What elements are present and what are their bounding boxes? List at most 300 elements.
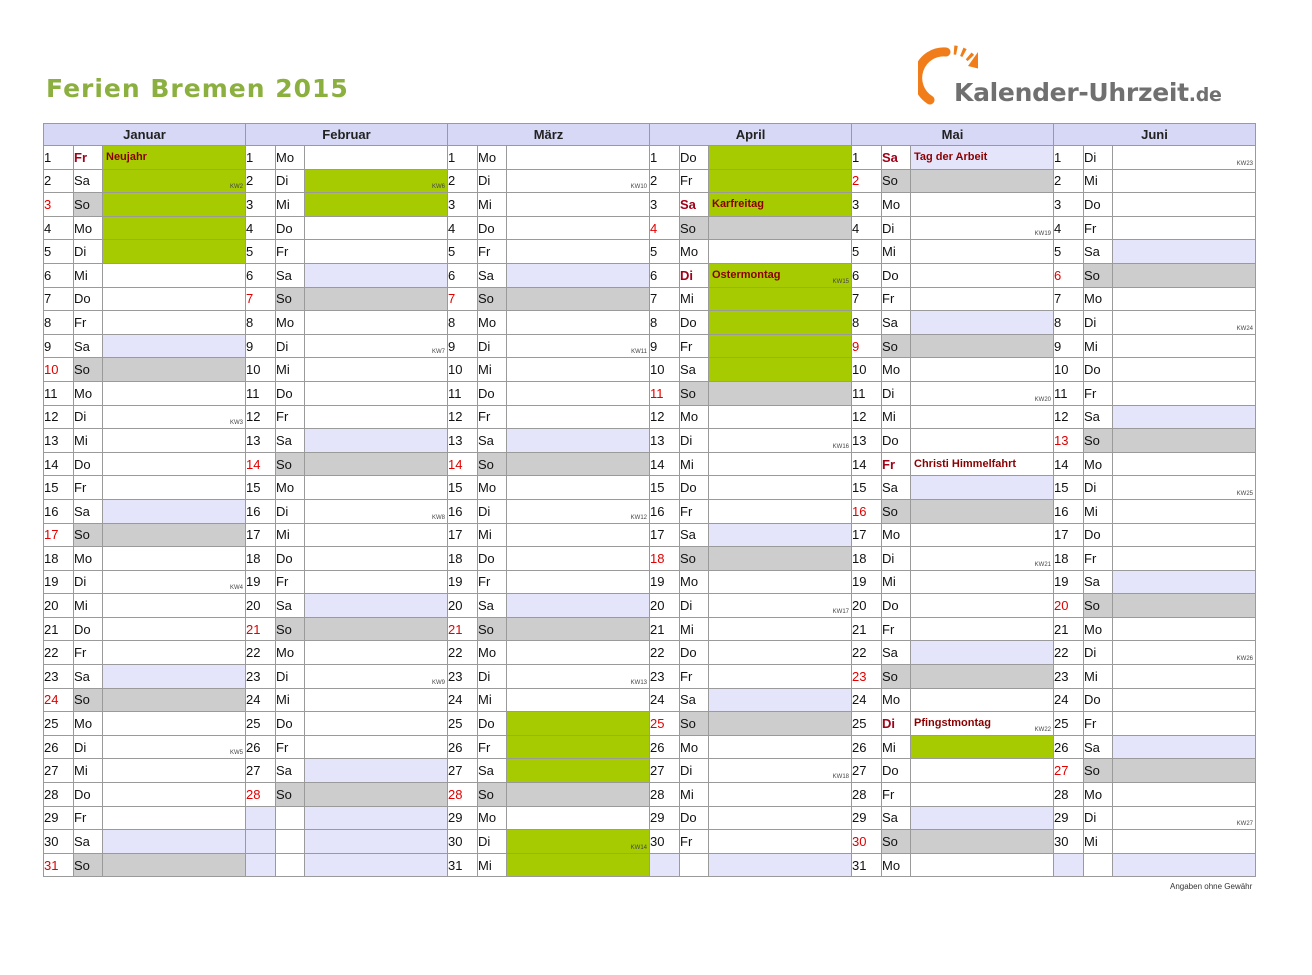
day-number: 19 <box>448 570 478 594</box>
day-number: 5 <box>852 240 882 264</box>
day-row <box>44 405 1256 429</box>
day-entry <box>709 523 852 547</box>
weekday: So <box>680 381 709 405</box>
weekday: Di <box>882 712 911 736</box>
weekday: Do <box>276 547 305 571</box>
day-number: 3 <box>448 193 478 217</box>
day-entry <box>709 169 852 193</box>
day-entry <box>305 146 448 170</box>
weekday: Mi <box>882 735 911 759</box>
day-entry <box>305 570 448 594</box>
day-entry <box>911 358 1054 382</box>
weekday: Di <box>276 499 305 523</box>
day-number: 20 <box>852 594 882 618</box>
day-number: 10 <box>246 358 276 382</box>
day-entry <box>103 216 246 240</box>
weekday: So <box>74 523 103 547</box>
day-number: 16 <box>44 499 74 523</box>
day-entry <box>305 429 448 453</box>
day-number: 1 <box>650 146 680 170</box>
day-entry <box>305 263 448 287</box>
weekday: Fr <box>1084 381 1113 405</box>
day-number: 26 <box>650 735 680 759</box>
day-number: 12 <box>246 405 276 429</box>
month-header: April <box>650 124 852 146</box>
day-row <box>44 783 1256 807</box>
day-number: 14 <box>246 452 276 476</box>
day-entry <box>911 759 1054 783</box>
day-row <box>44 617 1256 641</box>
day-number: 2 <box>650 169 680 193</box>
day-entry <box>507 688 650 712</box>
weekday: Sa <box>1084 405 1113 429</box>
day-entry <box>1113 381 1256 405</box>
weekday: Sa <box>680 688 709 712</box>
day-row <box>44 311 1256 335</box>
day-number: 9 <box>448 334 478 358</box>
weekday: Do <box>74 617 103 641</box>
day-number: 11 <box>650 381 680 405</box>
weekday: Mo <box>680 735 709 759</box>
weekday: Mi <box>882 405 911 429</box>
day-entry <box>507 452 650 476</box>
day-entry <box>1113 570 1256 594</box>
weekday: Mo <box>74 547 103 571</box>
day-number: 10 <box>448 358 478 382</box>
day-number: 22 <box>246 641 276 665</box>
day-entry <box>911 783 1054 807</box>
calendar-week-label: KW8 <box>431 514 445 521</box>
weekday: Sa <box>276 263 305 287</box>
weekday: Di <box>882 216 911 240</box>
weekday: So <box>478 452 507 476</box>
day-number: 5 <box>650 240 680 264</box>
day-row <box>44 759 1256 783</box>
day-entry <box>103 452 246 476</box>
weekday: Mi <box>680 287 709 311</box>
day-number: 14 <box>448 452 478 476</box>
day-entry <box>709 735 852 759</box>
day-number: 4 <box>448 216 478 240</box>
calendar-week-label: KW11 <box>631 349 647 356</box>
day-number: 7 <box>246 287 276 311</box>
day-row <box>44 499 1256 523</box>
day-number: 30 <box>1054 830 1084 854</box>
weekday: Do <box>882 263 911 287</box>
day-entry <box>305 641 448 665</box>
day-entry <box>709 146 852 170</box>
weekday: Do <box>680 476 709 500</box>
weekday: Do <box>882 594 911 618</box>
weekday: Fr <box>478 570 507 594</box>
weekday: So <box>882 334 911 358</box>
day-entry <box>507 240 650 264</box>
weekday: Fr <box>882 617 911 641</box>
day-number: 2 <box>246 169 276 193</box>
holiday-name: Tag der Arbeit <box>914 151 988 163</box>
weekday: Fr <box>882 287 911 311</box>
day-row <box>44 240 1256 264</box>
weekday: Mo <box>276 641 305 665</box>
day-number: 8 <box>44 311 74 335</box>
weekday: So <box>276 783 305 807</box>
weekday: Do <box>276 216 305 240</box>
weekday: Do <box>478 216 507 240</box>
weekday: Fr <box>680 665 709 689</box>
weekday: Mo <box>74 216 103 240</box>
day-number: 26 <box>246 735 276 759</box>
weekday: Mi <box>1084 499 1113 523</box>
weekday: Mi <box>478 688 507 712</box>
day-row <box>44 523 1256 547</box>
weekday: Do <box>478 547 507 571</box>
day-number: 11 <box>1054 381 1084 405</box>
day-entry <box>1113 358 1256 382</box>
weekday: Sa <box>74 499 103 523</box>
day-row <box>44 381 1256 405</box>
weekday: Mi <box>276 688 305 712</box>
day-number: 25 <box>44 712 74 736</box>
weekday: So <box>276 617 305 641</box>
day-number: 4 <box>44 216 74 240</box>
day-entry <box>1113 334 1256 358</box>
day-number: 27 <box>1054 759 1084 783</box>
holiday-name: Neujahr <box>106 151 147 163</box>
weekday: Sa <box>882 476 911 500</box>
weekday: Di <box>1084 641 1113 665</box>
day-number: 4 <box>246 216 276 240</box>
holiday-name: Karfreitag <box>712 198 764 211</box>
weekday: So <box>74 358 103 382</box>
day-number: 23 <box>852 665 882 689</box>
weekday: Mo <box>74 381 103 405</box>
day-entry <box>709 263 852 287</box>
day-entry <box>1113 452 1256 476</box>
month-header: Januar <box>44 124 246 146</box>
weekday: Mi <box>882 570 911 594</box>
weekday: Fr <box>74 806 103 830</box>
day-entry <box>709 405 852 429</box>
weekday: Mo <box>680 240 709 264</box>
day-entry <box>709 476 852 500</box>
weekday: Do <box>74 452 103 476</box>
weekday: Do <box>680 806 709 830</box>
day-number: 18 <box>1054 547 1084 571</box>
day-number: 12 <box>1054 405 1084 429</box>
weekday: Mi <box>276 358 305 382</box>
day-entry <box>1113 405 1256 429</box>
day-number: 15 <box>246 476 276 500</box>
weekday: Mo <box>276 311 305 335</box>
day-entry <box>103 594 246 618</box>
day-number: 26 <box>852 735 882 759</box>
day-number: 8 <box>852 311 882 335</box>
weekday: So <box>74 688 103 712</box>
day-entry <box>709 193 852 217</box>
calendar-week-label: KW4 <box>229 585 243 592</box>
day-number: 6 <box>852 263 882 287</box>
day-row <box>44 641 1256 665</box>
day-entry <box>911 523 1054 547</box>
holiday-name: Pfingstmontag <box>914 717 991 730</box>
holiday-name: Ostermontag <box>712 268 781 281</box>
day-entry <box>507 830 650 854</box>
weekday: Mo <box>74 712 103 736</box>
weekday: Do <box>74 287 103 311</box>
day-entry <box>709 712 852 736</box>
calendar-week-label: KW3 <box>229 420 243 427</box>
day-number: 31 <box>852 853 882 877</box>
day-entry <box>1113 311 1256 335</box>
calendar-week-label: KW7 <box>431 349 445 356</box>
day-entry <box>305 806 448 830</box>
day-entry <box>709 570 852 594</box>
weekday: Mi <box>1084 665 1113 689</box>
weekday: Sa <box>276 594 305 618</box>
day-entry <box>1113 169 1256 193</box>
day-number: 25 <box>650 712 680 736</box>
weekday: So <box>74 193 103 217</box>
day-number: 3 <box>650 193 680 217</box>
day-row <box>44 358 1256 382</box>
day-number: 3 <box>1054 193 1084 217</box>
page-title: Ferien Bremen 2015 <box>46 74 349 103</box>
weekday: Di <box>478 830 507 854</box>
weekday: Mo <box>276 476 305 500</box>
day-entry <box>103 712 246 736</box>
day-number: 4 <box>852 216 882 240</box>
day-entry <box>103 263 246 287</box>
day-number: 24 <box>246 688 276 712</box>
day-entry <box>103 806 246 830</box>
day-entry <box>709 311 852 335</box>
day-entry <box>305 358 448 382</box>
day-number: 13 <box>448 429 478 453</box>
weekday: Di <box>276 169 305 193</box>
weekday: Mi <box>74 759 103 783</box>
day-number: 26 <box>448 735 478 759</box>
day-entry <box>911 853 1054 877</box>
weekday: Sa <box>680 358 709 382</box>
day-entry <box>305 193 448 217</box>
day-number: 1 <box>44 146 74 170</box>
weekday: So <box>478 287 507 311</box>
day-entry <box>709 358 852 382</box>
day-row <box>44 594 1256 618</box>
weekday: Sa <box>882 146 911 170</box>
day-entry <box>305 334 448 358</box>
weekday: Mi <box>276 193 305 217</box>
day-number: 19 <box>852 570 882 594</box>
day-entry <box>709 381 852 405</box>
day-number: 20 <box>448 594 478 618</box>
day-entry <box>1113 263 1256 287</box>
weekday: Mo <box>478 476 507 500</box>
weekday: Mi <box>276 523 305 547</box>
day-entry <box>1113 665 1256 689</box>
day-entry <box>911 146 1054 170</box>
logo-text: Kalender-Uhrzeit.de <box>954 78 1222 107</box>
day-row <box>44 452 1256 476</box>
day-number: 19 <box>246 570 276 594</box>
weekday: Di <box>680 263 709 287</box>
day-entry <box>507 405 650 429</box>
day-number: 16 <box>852 499 882 523</box>
day-number: 16 <box>1054 499 1084 523</box>
day-row <box>44 688 1256 712</box>
day-number <box>246 830 276 854</box>
day-number: 13 <box>852 429 882 453</box>
day-entry <box>507 193 650 217</box>
day-number: 30 <box>650 830 680 854</box>
day-number: 17 <box>448 523 478 547</box>
weekday: So <box>276 452 305 476</box>
day-number: 29 <box>650 806 680 830</box>
day-number: 8 <box>448 311 478 335</box>
weekday: Di <box>478 334 507 358</box>
weekday: Do <box>478 381 507 405</box>
day-entry <box>1113 523 1256 547</box>
weekday: Mi <box>74 263 103 287</box>
calendar-week-label: KW17 <box>832 608 849 615</box>
day-number: 10 <box>650 358 680 382</box>
day-number: 11 <box>852 381 882 405</box>
day-number: 18 <box>448 547 478 571</box>
month-header-row <box>44 124 1256 146</box>
weekday: Fr <box>1084 547 1113 571</box>
day-entry <box>507 806 650 830</box>
calendar-week-label: KW16 <box>832 443 849 450</box>
day-number: 13 <box>650 429 680 453</box>
day-entry <box>103 688 246 712</box>
day-number: 11 <box>448 381 478 405</box>
day-entry <box>507 358 650 382</box>
calendar-table <box>43 123 1256 877</box>
day-entry <box>103 830 246 854</box>
day-number: 7 <box>650 287 680 311</box>
logo[interactable] <box>918 40 1248 120</box>
day-number: 10 <box>44 358 74 382</box>
weekday: Mi <box>680 783 709 807</box>
day-entry <box>305 216 448 240</box>
weekday <box>276 853 305 877</box>
day-entry <box>911 193 1054 217</box>
day-number: 23 <box>448 665 478 689</box>
weekday: Mo <box>478 806 507 830</box>
day-entry <box>1113 853 1256 877</box>
day-number: 24 <box>44 688 74 712</box>
day-entry <box>709 594 852 618</box>
day-number: 28 <box>246 783 276 807</box>
day-entry <box>709 547 852 571</box>
day-number: 25 <box>1054 712 1084 736</box>
weekday: Do <box>478 712 507 736</box>
day-entry <box>1113 287 1256 311</box>
day-entry <box>305 240 448 264</box>
day-entry <box>1113 193 1256 217</box>
weekday: So <box>882 830 911 854</box>
day-number: 6 <box>1054 263 1084 287</box>
weekday: So <box>680 712 709 736</box>
day-entry <box>507 547 650 571</box>
day-number: 8 <box>1054 311 1084 335</box>
calendar-week-label: KW27 <box>1236 821 1253 828</box>
weekday: So <box>1084 263 1113 287</box>
calendar-week-label: KW24 <box>1236 325 1253 332</box>
day-number: 14 <box>44 452 74 476</box>
day-number: 29 <box>448 806 478 830</box>
weekday: Di <box>74 240 103 264</box>
day-number <box>246 853 276 877</box>
day-entry <box>507 594 650 618</box>
day-entry <box>911 499 1054 523</box>
day-entry <box>305 287 448 311</box>
day-number: 28 <box>650 783 680 807</box>
day-entry <box>911 381 1054 405</box>
day-number: 19 <box>1054 570 1084 594</box>
weekday: Mo <box>478 146 507 170</box>
weekday: Do <box>1084 193 1113 217</box>
weekday: Fr <box>74 146 103 170</box>
day-number: 30 <box>448 830 478 854</box>
weekday: Mi <box>478 523 507 547</box>
day-entry <box>305 594 448 618</box>
day-entry <box>709 830 852 854</box>
weekday: Do <box>1084 688 1113 712</box>
day-number: 24 <box>1054 688 1084 712</box>
day-row <box>44 830 1256 854</box>
weekday: Di <box>1084 146 1113 170</box>
day-entry <box>507 617 650 641</box>
day-number: 17 <box>1054 523 1084 547</box>
day-entry <box>103 853 246 877</box>
weekday: Mi <box>74 594 103 618</box>
day-entry <box>305 499 448 523</box>
day-entry <box>507 287 650 311</box>
day-number: 9 <box>1054 334 1084 358</box>
day-number: 30 <box>852 830 882 854</box>
weekday: So <box>1084 759 1113 783</box>
weekday: Fr <box>478 240 507 264</box>
day-entry <box>305 688 448 712</box>
day-number: 22 <box>448 641 478 665</box>
weekday: Do <box>1084 358 1113 382</box>
weekday: Sa <box>478 759 507 783</box>
weekday: So <box>680 547 709 571</box>
weekday: Fr <box>276 570 305 594</box>
weekday: Mo <box>478 641 507 665</box>
day-number: 12 <box>448 405 478 429</box>
day-entry <box>507 735 650 759</box>
weekday: Mo <box>882 523 911 547</box>
day-number: 20 <box>1054 594 1084 618</box>
day-entry <box>103 617 246 641</box>
day-number: 17 <box>852 523 882 547</box>
day-row <box>44 570 1256 594</box>
day-number: 19 <box>650 570 680 594</box>
day-entry <box>103 547 246 571</box>
weekday: Mo <box>1084 452 1113 476</box>
weekday: So <box>1084 429 1113 453</box>
day-entry <box>507 712 650 736</box>
day-entry <box>103 759 246 783</box>
day-number: 2 <box>852 169 882 193</box>
day-entry <box>911 735 1054 759</box>
day-number: 12 <box>44 405 74 429</box>
day-number: 1 <box>852 146 882 170</box>
day-entry <box>507 499 650 523</box>
day-number: 18 <box>246 547 276 571</box>
